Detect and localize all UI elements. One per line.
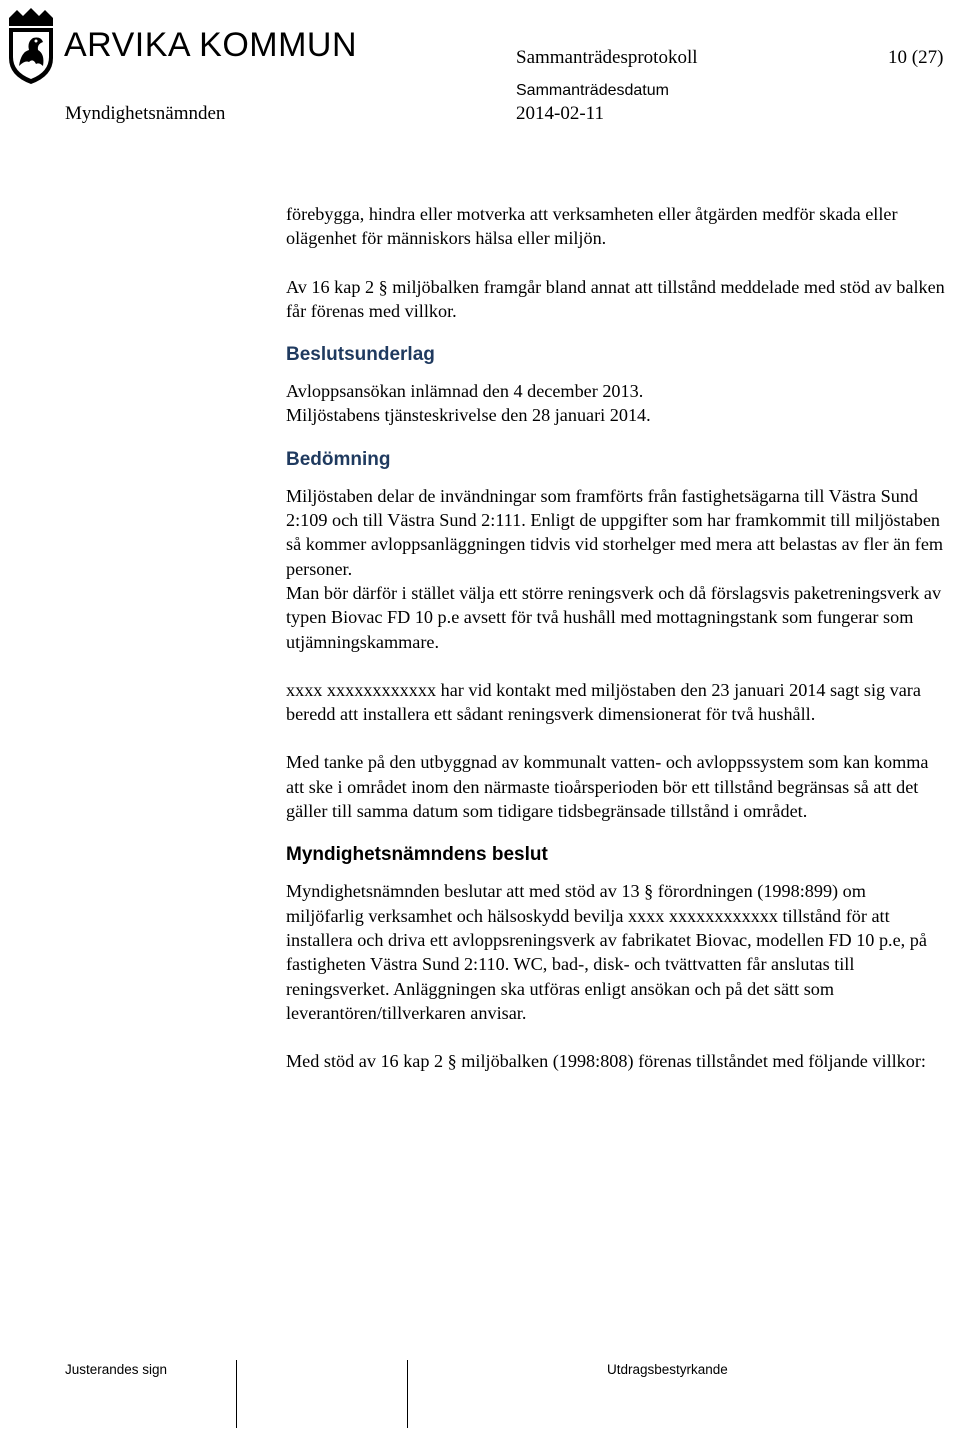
basis-item: Avloppsansökan inlämnad den 4 december 2013. [286,381,644,402]
assessment-paragraph: xxxx xxxxxxxxxxxx har vid kontakt med miljöstaben den 23 januari 2014 sagt sig vara beredd att installera ett sådant reningsverk dimensionerat för två hushåll. [286,679,921,725]
meeting-date-value: 2014-02-11 [516,103,604,124]
intro-paragraph: Av 16 kap 2 § miljöbalken framgår bland annat att tillstånd meddelade med stöd av balken får förenas med villkor. [286,276,945,321]
sign-box-divider [407,1360,408,1428]
assessment-paragraph: Miljöstaben delar de invändningar som framförts från fastighetsägarna till Västra Sund 2:109 och till Västra Sund 2:111. Enligt de uppgifter som har framkommit till miljöstaben så kommer avloppsanläggningen tidvis vid storhelger med mera att belastas av fler än fem personer. [286,485,944,579]
assessment-paragraph: Med tanke på den utbyggnad av kommunalt vatten- och avloppssystem som kan komma att ske i området inom den närmaste tioårsperioden bör ett tillstånd begränsas så att det gäller till samma datum som tidigare tidsbegränsade tillstånd i området. [286,752,929,822]
assessment-paragraph: Man bör därför i stället välja ett större reningsverk och då förslagsvis paketreningsverk av typen Biovac FD 10 p.e avsett för två hushåll med mottagningstank som fungerar som utjämningskammare. [286,582,942,652]
organization-name: ARVIKA KOMMUN [64,26,358,64]
document-type: Sammanträdesprotokoll [516,47,698,68]
heading-beslutsunderlag: Beslutsunderlag [286,344,435,366]
document-body [286,202,946,1073]
heading-decision: Myndighetsnämndens beslut [286,844,548,866]
basis-item: Miljöstabens tjänsteskrivelse den 28 januari 2014. [286,405,651,426]
meeting-date-label: Sammanträdesdatum [516,82,669,99]
page-number: 10 (27) [888,47,944,68]
decision-paragraph: Myndighetsnämnden beslutar att med stöd av 13 § förordningen (1998:899) om miljöfarlig verksamhet och hälsoskydd bevilja xxxx xxxxxxxxxxxx tillstånd för att installera och driva ett avloppsreningsverk av fabrikatet Biovac, modellen FD 10 p.e, på fastigheten Västra Sund 2:110. WC, bad-, disk- och tvättvatten får anslutas till reningsverket. Anläggningen ska utföras enligt ansökan och på det sätt som leverantören/tillverkaren anvisar. [286,881,927,1023]
coat-of-arms-logo [3,6,60,86]
intro-paragraph: förebygga, hindra eller motverka att verksamheten eller åtgärden medför skada eller olägenhet för människors hälsa eller miljön. [286,204,898,249]
committee-name: Myndighetsnämnden [65,103,226,124]
sign-box-divider [236,1360,237,1428]
sign-label: Justerandes sign [65,1362,168,1377]
heading-bedomning: Bedömning [286,448,391,470]
extract-label: Utdragsbestyrkande [607,1362,728,1377]
decision-paragraph: Med stöd av 16 kap 2 § miljöbalken (1998:808) förenas tillståndet med följande villkor: [286,1051,926,1072]
